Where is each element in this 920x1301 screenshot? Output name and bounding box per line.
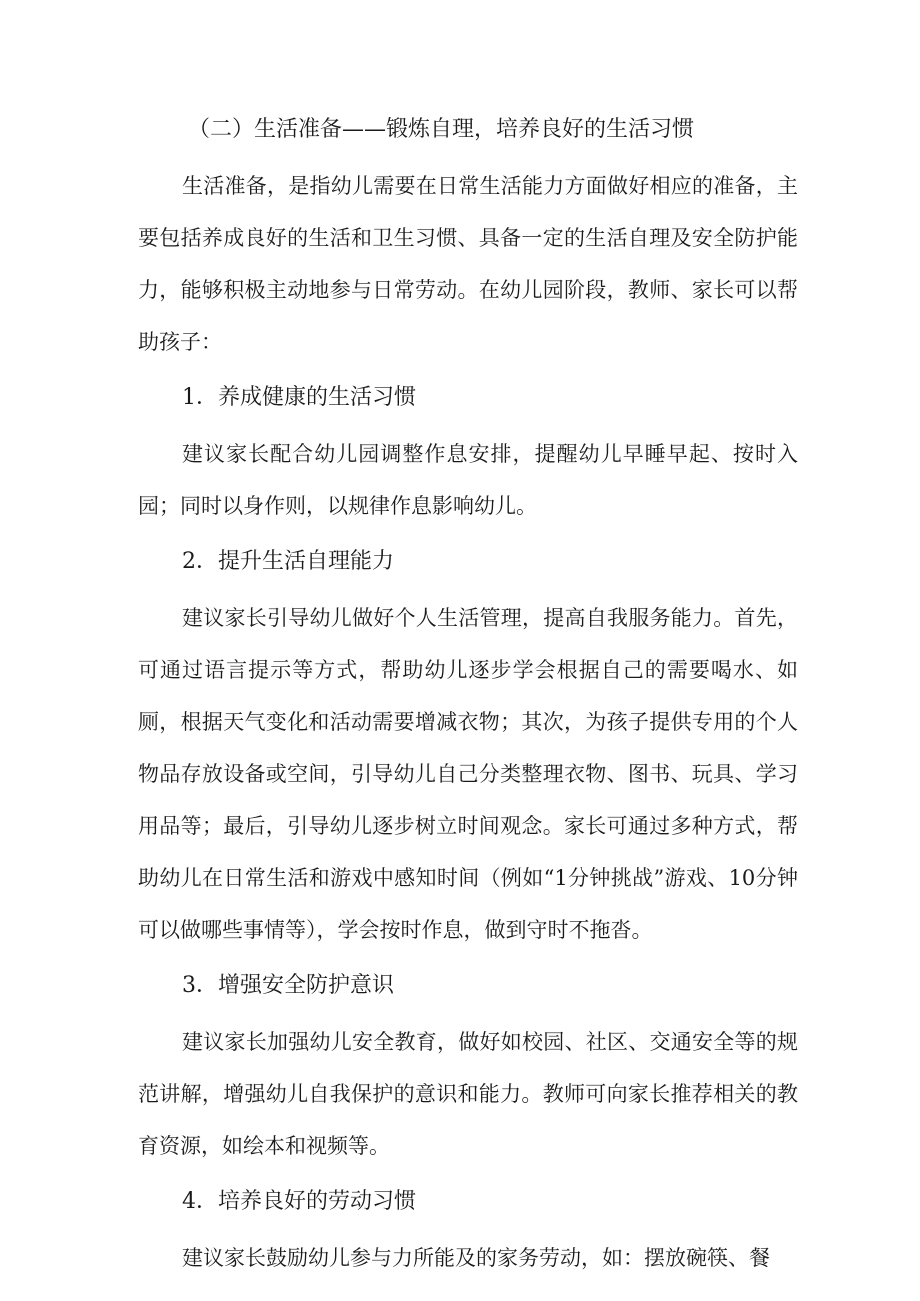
item-2-heading: 2．提升生活自理能力 [182,549,394,574]
item-1-heading: 1．养成健康的生活习惯 [182,385,416,410]
item-1-body: 建议家长配合幼儿园调整作息安排，提醒幼儿早睡早起、按时入园；同时以身作则，以规律作息影响幼儿。 [138,442,798,518]
document-body [138,100,798,1284]
item-3-heading: 3．增强安全防护意识 [182,973,394,998]
intro-paragraph: 生活准备，是指幼儿需要在日常生活能力方面做好相应的准备，主要包括养成良好的生活和卫生习惯、具备一定的生活自理及安全防护能力，能够积极主动地参与日常劳动。在幼儿园阶段，教师、家长可以帮助孩子： [138,174,798,354]
item-4-body: 建议家长鼓励幼儿参与力所能及的家务劳动，如：摆放碗筷、餐 [182,1246,770,1270]
item-2-body: 建议家长引导幼儿做好个人生活管理，提高自我服务能力。首先，可通过语言提示等方式，帮助幼儿逐步学会根据自己的需要喝水、如厕，根据天气变化和活动需要增减衣物；其次，为孩子提供专用的个人物品存放设备或空间，引导幼儿自己分类整理衣物、图书、玩具、学习用品等；最后，引导幼儿逐步树立时间观念。家长可通过多种方式，帮助幼儿在日常生活和游戏中感知时间（例如“1分钟挑战”游戏、10分钟可以做哪些事情等），学会按时作息，做到守时不拖沓。 [138,606,798,942]
item-3-body: 建议家长加强幼儿安全教育，做好如校园、社区、交通安全等的规范讲解，增强幼儿自我保护的意识和能力。教师可向家长推荐相关的教育资源，如绘本和视频等。 [138,1030,798,1158]
section-title: （二）生活准备——锻炼自理，培养良好的生活习惯 [188,117,695,142]
item-4-heading: 4．培养良好的劳动习惯 [182,1189,416,1214]
